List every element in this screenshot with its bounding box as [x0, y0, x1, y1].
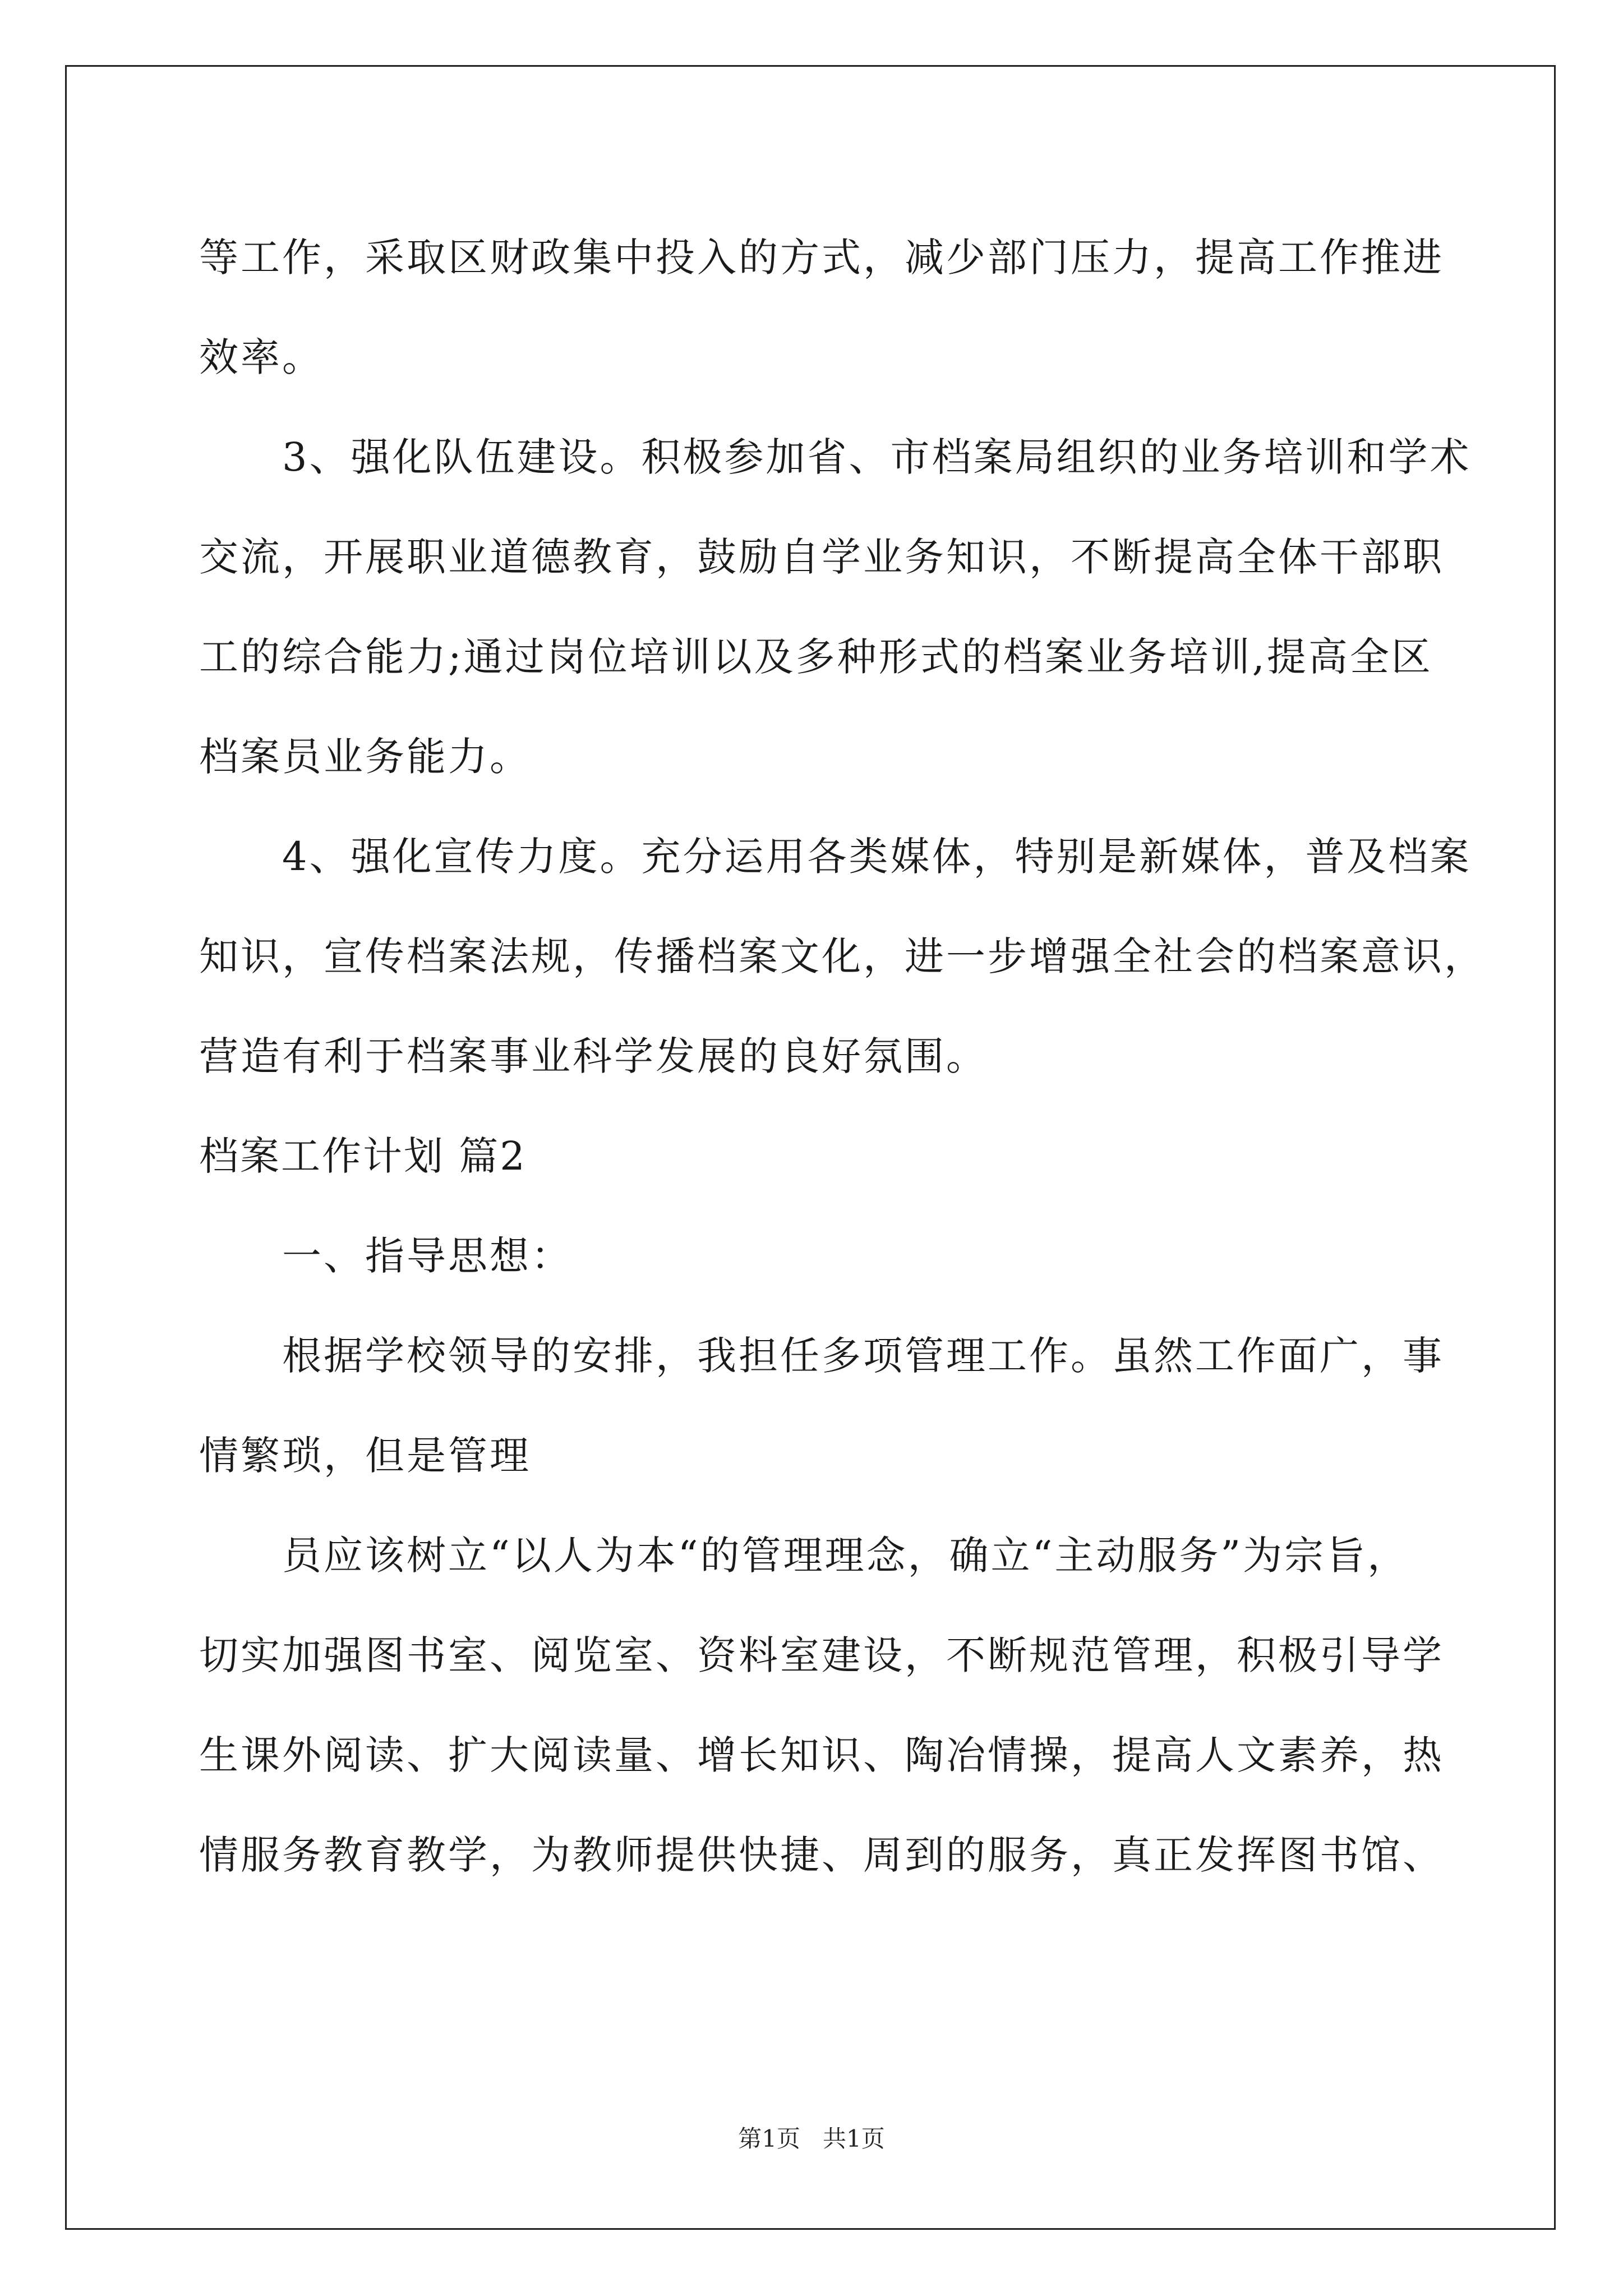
paragraph-line: 一、指导思想：	[282, 1233, 573, 1279]
paragraph-line: 4、强化宣传力度。充分运用各类媒体，特别是新媒体，普及档案	[282, 834, 1472, 880]
paragraph-line: 营造有利于档案事业科学发展的良好氛围。	[199, 1033, 988, 1079]
paragraph-line: 效率。	[199, 334, 324, 380]
paragraph-line: 交流，开展职业道德教育，鼓励自学业务知识，不断提高全体干部职	[199, 534, 1444, 580]
paragraph-line: 切实加强图书室、阅览室、资料室建设，不断规范管理，积极引导学	[199, 1632, 1444, 1678]
page-number-footer: 第1页 共1页	[738, 2125, 885, 2152]
section-heading: 档案工作计划 篇2	[199, 1133, 527, 1179]
paragraph-line: 根据学校领导的安排，我担任多项管理工作。虽然工作面广，事	[282, 1333, 1444, 1379]
paragraph-line: 情服务教育教学，为教师提供快捷、周到的服务，真正发挥图书馆、	[199, 1832, 1444, 1878]
document-body	[199, 208, 1486, 1905]
paragraph-line: 等工作，采取区财政集中投入的方式，减少部门压力，提高工作推进	[199, 234, 1444, 280]
paragraph-line: 档案员业务能力。	[199, 734, 531, 780]
paragraph-line: 员应该树立“以人为本“的管理理念，确立“主动服务”为宗旨，	[282, 1533, 1409, 1579]
paragraph-line: 知识，宣传档案法规，传播档案文化，进一步增强全社会的档案意识，	[199, 933, 1486, 979]
paragraph-line: 情繁琐，但是管理	[199, 1433, 531, 1479]
paragraph-line: 生课外阅读、扩大阅读量、增长知识、陶冶情操，提高人文素养，热	[199, 1732, 1444, 1778]
paragraph-line: 3、强化队伍建设。积极参加省、市档案局组织的业务培训和学术	[282, 434, 1472, 480]
paragraph-line: 工的综合能力;通过岗位培训以及多种形式的档案业务培训,提高全区	[199, 634, 1433, 680]
